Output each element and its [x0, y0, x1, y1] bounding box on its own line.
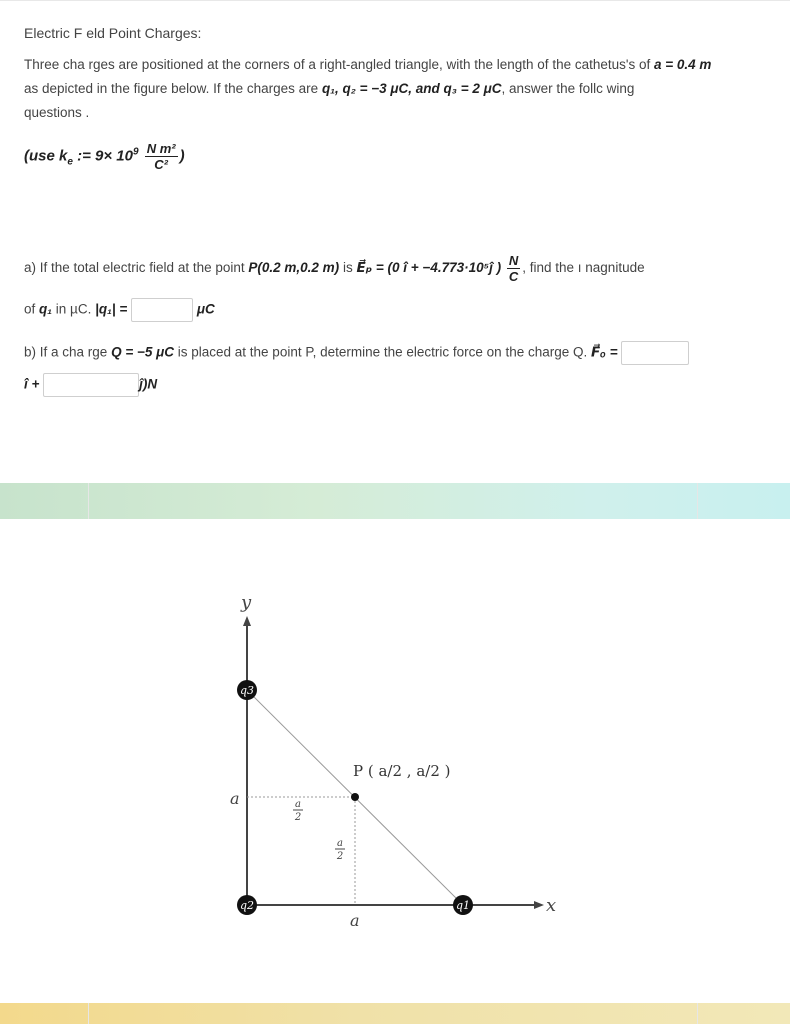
ke-unit: [145, 141, 178, 172]
point-p-label: P ( a/2 , a/2 ): [353, 762, 451, 780]
ke-unit-den: C²: [154, 157, 168, 172]
q1-magnitude-input[interactable]: [131, 298, 193, 322]
q2-label: q2: [239, 899, 255, 912]
part-a-unit: [507, 253, 520, 284]
part-a-unit-den: C: [508, 269, 519, 284]
part-b-line1: [24, 341, 689, 365]
part-a-unit-label: μC: [196, 301, 215, 317]
question-intro: [24, 53, 789, 125]
question-title: Electric F eld Point Charges:: [24, 25, 202, 41]
part-b-i: î +: [24, 376, 40, 392]
band-divider-left: [88, 483, 89, 519]
part-b-text: b) If a cha rge: [24, 344, 108, 360]
force-i-input[interactable]: [621, 341, 689, 365]
part-b-line2: [24, 373, 157, 397]
bottom-divider-right: [697, 1003, 698, 1024]
part-a-point: P(0.2 m,0.2 m): [248, 260, 340, 276]
bottom-band: [0, 1003, 790, 1024]
part-a-unit-num: N: [508, 253, 519, 268]
half-a-right-num: a: [337, 838, 343, 849]
half-a-right-den: 2: [336, 851, 344, 862]
x-arrow-icon: [534, 901, 544, 909]
part-a-in: in µC.: [55, 301, 92, 317]
coulomb-constant: [24, 141, 185, 172]
part-a-q1: q₁: [39, 301, 53, 317]
question-card: [0, 0, 790, 471]
half-a-top-den: 2: [294, 812, 302, 823]
ke-value: := 9× 10: [72, 147, 133, 165]
ke-sub: e: [67, 156, 73, 168]
intro-line2-tail: , answer the follc wing: [501, 81, 635, 96]
ke-unit-num: N m²: [146, 141, 176, 156]
intro-line2: as depicted in the figure below. If the charges are: [24, 81, 319, 96]
intro-line1: Three cha rges are positioned at the corners of a right-angled triangle, with the length of the cathetus's of: [24, 57, 651, 72]
y-arrow-icon: [243, 616, 251, 626]
ke-suffix: ): [179, 147, 185, 165]
part-b-force: F⃗ₒ =: [591, 344, 618, 360]
part-a-text: a) If the total electric field at the point: [24, 260, 245, 276]
bottom-divider-left: [88, 1003, 89, 1024]
a-left-label: a: [230, 789, 240, 808]
part-b-j: ĵ)N: [139, 376, 158, 392]
part-a-of: of: [24, 301, 36, 317]
half-a-top-num: a: [295, 799, 301, 810]
part-b-mid: is placed at the point P, determine the electric force on the charge Q.: [177, 344, 588, 360]
part-a-abs: |q₁| =: [95, 301, 128, 317]
ke-prefix: (use k: [24, 147, 68, 165]
part-a-line2: [24, 298, 215, 322]
ke-exp: 9: [132, 146, 139, 158]
part-b-charge: Q = −5 μC: [111, 344, 174, 360]
charge-figure: [200, 580, 580, 940]
a-bottom-label: a: [350, 911, 360, 930]
point-p: [351, 793, 359, 801]
charge-values: q₁, q₂ = −3 μC, and q₃ = 2 μC: [321, 81, 502, 96]
part-a-field: E⃗ₚ = (0 î + −4.773·10⁵ĵ ): [356, 260, 502, 276]
x-label: x: [546, 895, 557, 916]
part-a-line1: [24, 253, 645, 284]
q1-label: q1: [455, 899, 471, 912]
part-a-is: is: [342, 260, 353, 276]
intro-line3: questions .: [24, 105, 90, 120]
band-divider-right: [697, 483, 698, 519]
part-a-tail: , find the ı nagnitude: [522, 260, 645, 276]
y-label: y: [241, 592, 252, 613]
force-j-input[interactable]: [43, 373, 139, 397]
a-value: a = 0.4 m: [653, 57, 712, 72]
separator-band: [0, 483, 790, 519]
q3-label: q3: [239, 684, 255, 697]
